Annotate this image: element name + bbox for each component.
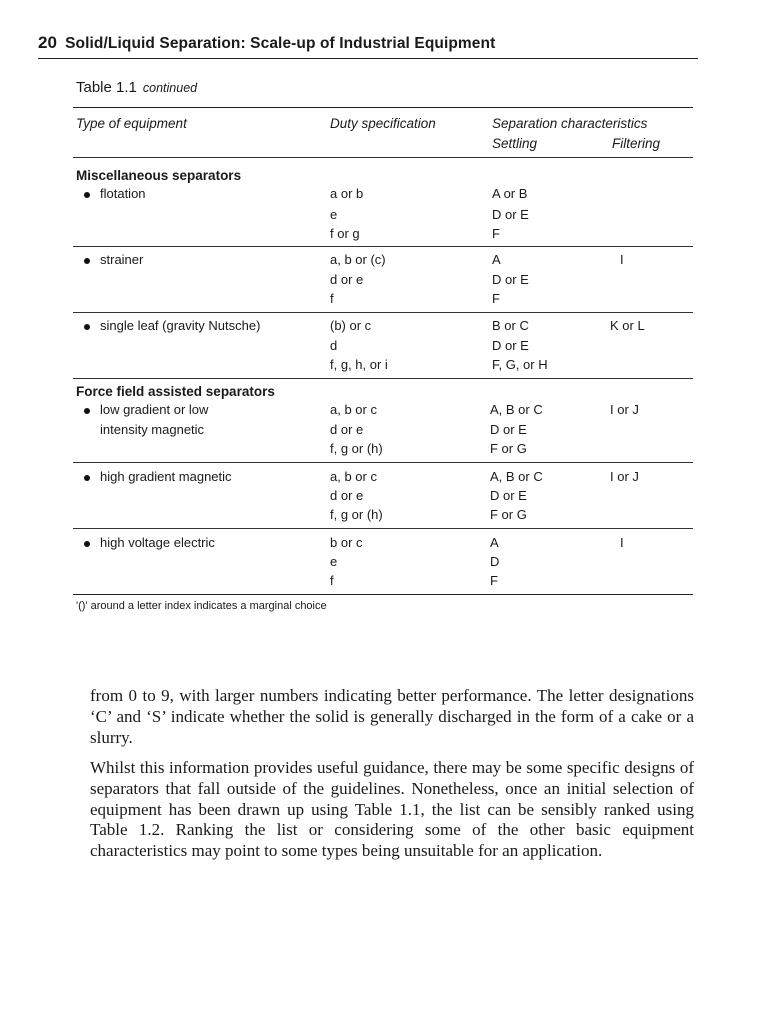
duty-value: d or e [330,488,364,503]
bullet-icon [84,324,90,330]
bullet-icon [84,192,90,198]
table-label: Table 1.1 [76,79,137,96]
duty-value: f [330,291,334,306]
settling-value: A, B or C [490,402,543,417]
page-number: 20 [38,33,58,52]
filtering-value: K or L [610,318,645,333]
duty-value: a, b or c [330,469,377,484]
settling-value: D or E [490,488,527,503]
duty-value: d [330,338,338,353]
duty-value: e [330,554,338,569]
bullet-icon [84,475,90,481]
header-rule [38,58,698,59]
table-header-rule [73,157,693,158]
duty-value: f, g or (h) [330,507,383,522]
equipment-name: flotation [100,186,146,201]
row-divider [73,246,693,247]
table-bottom-rule [73,594,693,595]
settling-value: A [490,535,499,550]
duty-value: d or e [330,272,364,287]
column-header-type: Type of equipment [76,116,187,131]
duty-value: (b) or c [330,318,372,333]
duty-value: f or g [330,226,360,241]
bullet-icon [84,258,90,264]
bullet-icon [84,541,90,547]
settling-value: F [492,226,500,241]
body-paragraph: Whilst this information provides useful guidance, there may be some specific designs of separators that fall outside of the guidelines. Nonetheless, once an initial selection of equipment has been drawn up using Table 1.1, the list can be sensibly ranked using Table 1.2. Ranking the list or considering some of the other basic equipment characteristics may point to some types being unsuitable for an application. [90,758,694,861]
table-caption [76,79,197,96]
column-header-duty: Duty specification [330,116,436,131]
table-top-rule [73,107,693,108]
duty-value: a, b or (c) [330,252,386,267]
table-footnote: '()' around a letter index indicates a marginal choice [76,600,327,612]
equipment-name: high voltage electric [100,535,215,550]
duty-value: a or b [330,186,364,201]
settling-value: A [492,252,501,267]
duty-value: d or e [330,422,364,437]
column-header-separation: Separation characteristics [492,116,648,131]
filtering-value: I [620,535,624,550]
table-caption-note: continued [142,81,198,95]
duty-value: f, g, h, or i [330,357,388,372]
settling-value: D or E [490,422,527,437]
row-divider [73,462,693,463]
settling-value: B or C [492,318,529,333]
equipment-name: low gradient or low [100,402,209,417]
settling-value: F [490,573,498,588]
equipment-name: high gradient magnetic [100,469,232,484]
settling-value: F or G [490,441,527,456]
section-heading: Miscellaneous separators [76,168,242,183]
settling-value: D or E [492,272,529,287]
filtering-value: I [620,252,624,267]
settling-value: D [490,554,500,569]
body-paragraph: from 0 to 9, with larger numbers indicating better performance. The letter designations ‘C’ and ‘S’ indicate whether the solid is generally discharged in the form of a cake or a slurry. [90,686,694,747]
column-header-settling: Settling [492,136,538,151]
section-divider [73,378,693,379]
duty-value: e [330,207,338,222]
running-header [38,33,698,53]
duty-value: b or c [330,535,363,550]
section-heading: Force field assisted separators [76,384,275,399]
running-title: Solid/Liquid Separation: Scale-up of Industrial Equipment [65,35,496,52]
filtering-value: I or J [610,469,639,484]
duty-value: f, g or (h) [330,441,383,456]
settling-value: D or E [492,207,529,222]
settling-value: F, G, or H [492,357,548,372]
settling-value: F [492,291,500,306]
row-divider [73,312,693,313]
duty-value: a, b or c [330,402,377,417]
settling-value: A or B [492,186,528,201]
equipment-name: strainer [100,252,144,267]
equipment-name: single leaf (gravity Nutsche) [100,318,261,333]
settling-value: D or E [492,338,529,353]
filtering-value: I or J [610,402,639,417]
column-header-filtering: Filtering [612,136,661,151]
bullet-icon [84,408,90,414]
equipment-name: intensity magnetic [100,422,205,437]
row-divider [73,528,693,529]
duty-value: f [330,573,334,588]
settling-value: F or G [490,507,527,522]
settling-value: A, B or C [490,469,543,484]
